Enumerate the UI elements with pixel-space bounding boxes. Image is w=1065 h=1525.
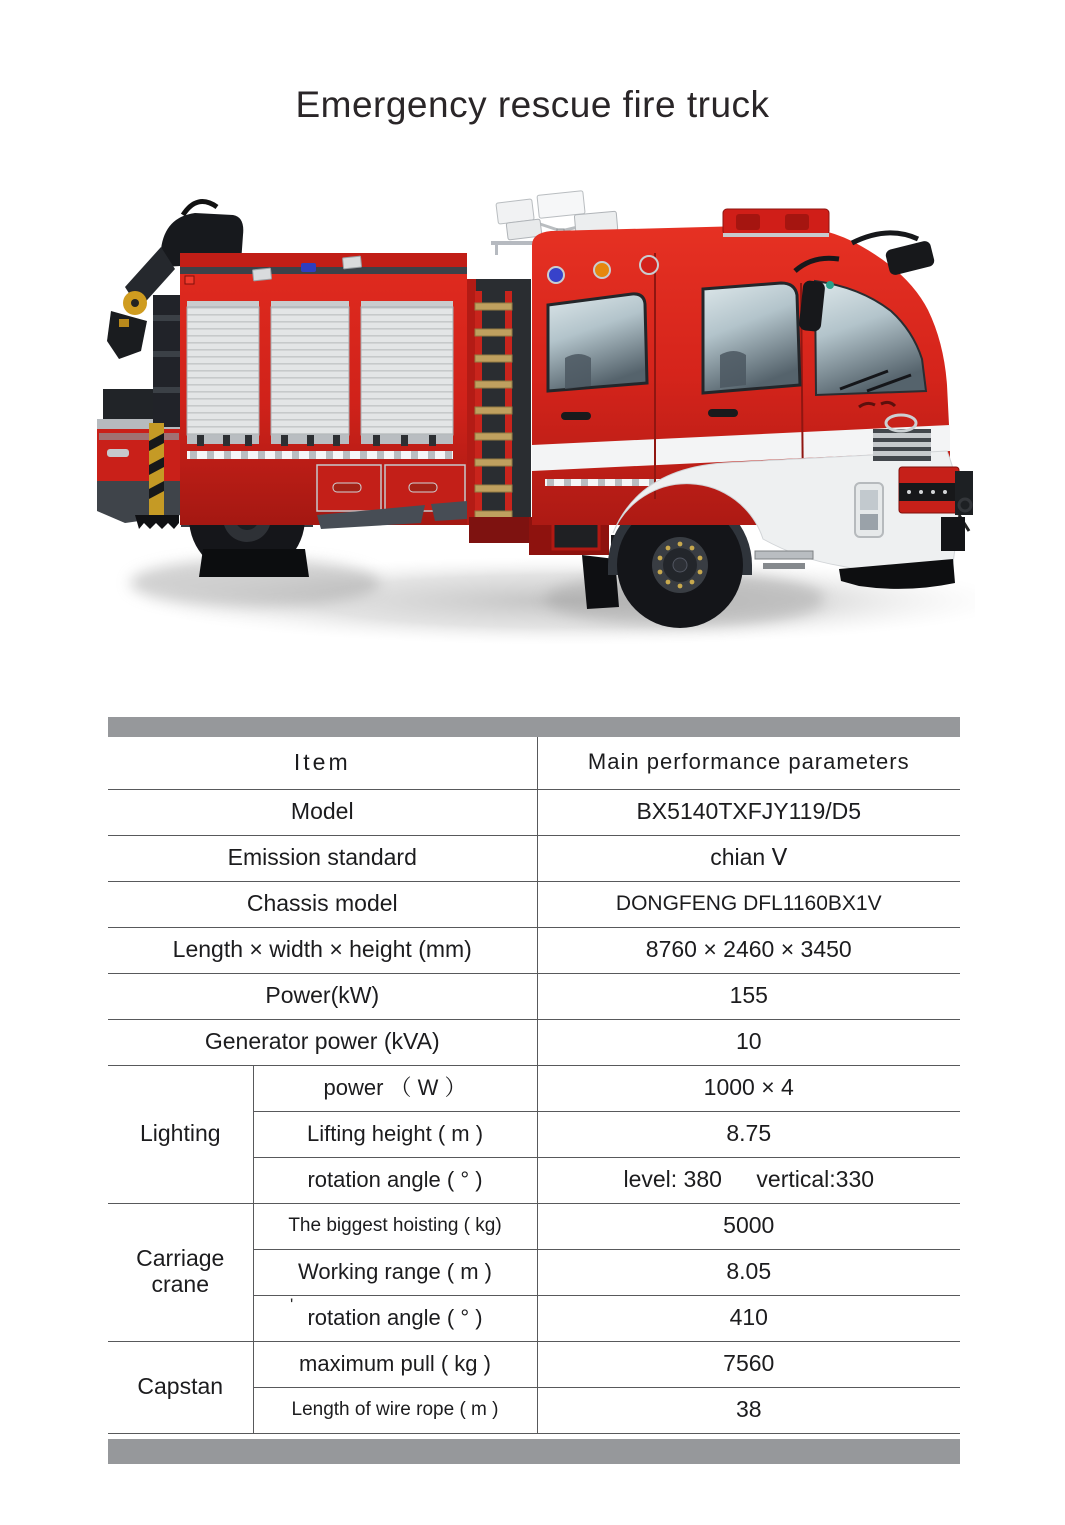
spec-label-working-range: Working range ( m ) [253,1249,537,1295]
spec-value-lighting-power: 1000 × 4 [537,1065,960,1111]
spec-label-generator: Generator power (kVA) [108,1019,537,1065]
spec-label-emission: Emission standard [108,835,537,881]
table-row [108,737,960,789]
roller-shutter-2 [271,301,349,446]
amber-marker-lamp [594,262,610,278]
col-header-params: Main performance parameters [537,737,960,789]
ladder-rungs [475,303,512,518]
spec-table-section [108,717,960,1464]
spec-value-hoisting: 5000 [537,1203,960,1249]
spec-value-chassis: DONGFENG DFL1160BX1V [537,881,960,927]
spec-label-lifting-height: Lifting height ( m ) [253,1111,537,1157]
rear-door-window [548,294,647,391]
group-label-carriage-crane: Carriage crane [108,1203,253,1341]
table-row [108,1019,960,1065]
group-label-lighting: Lighting [108,1065,253,1203]
table-row [108,881,960,927]
bottom-divider-bar [108,1439,960,1464]
red-marker-lamp [640,256,658,274]
rear-door-handle [561,412,591,420]
table-row [108,789,960,835]
cab-step [755,551,813,559]
table-row [108,1341,960,1387]
table-row [108,927,960,973]
spec-value-generator: 10 [537,1019,960,1065]
rear-body [180,253,467,529]
blue-marker-lamp [548,267,564,283]
group-label-capstan: Capstan [108,1341,253,1433]
table-row [108,1203,960,1249]
spec-value-lifting-height: 8.75 [537,1111,960,1157]
spec-label-power: Power(kW) [108,973,537,1019]
spec-value-working-range: 8.05 [537,1249,960,1295]
spec-value-maximum-pull: 7560 [537,1341,960,1387]
spec-label-hoisting: The biggest hoisting ( kg) [253,1203,537,1249]
stray-tick-mark: ' [290,1295,294,1314]
spec-label-lighting-power: power （ W ） [253,1065,537,1111]
spec-value-power: 155 [537,973,960,1019]
spec-label-chassis: Chassis model [108,881,537,927]
spec-label-crane-rotation: rotation angle ( ° ) [253,1295,537,1341]
top-divider-bar [108,717,960,737]
spec-label-model: Model [108,789,537,835]
spec-value-dimensions: 8760 × 2460 × 3450 [537,927,960,973]
spec-value-crane-rotation: 410 [537,1295,960,1341]
spec-value-wire-rope: 38 [537,1387,960,1433]
spec-value-model: BX5140TXFJY119/D5 [537,789,960,835]
roller-shutter-1 [187,301,259,446]
spec-label-lighting-rotation: rotation angle ( ° ) [253,1157,537,1203]
spec-value-lighting-rotation: level: 380 vertical:330 [537,1157,960,1203]
roller-shutter-3 [361,301,453,446]
spec-label-maximum-pull: maximum pull ( kg ) [253,1341,537,1387]
fire-truck-image [95,183,975,665]
front-mirror [885,240,936,276]
spec-value-emission: chian Ⅴ [537,835,960,881]
front-door-window [703,283,800,393]
table-row [108,973,960,1019]
col-header-item: Item [108,737,537,789]
table-row [108,1065,960,1111]
page-title: Emergency rescue fire truck [295,84,770,125]
spec-label-wire-rope: Length of wire rope ( m ) [253,1387,537,1433]
spec-label-dimensions: Length × width × height (mm) [108,927,537,973]
spec-table [108,737,960,1434]
equipment-bay-and-ladder [467,279,531,543]
fire-truck-illustration [95,183,975,665]
front-door-handle [708,409,738,417]
table-row [108,835,960,881]
